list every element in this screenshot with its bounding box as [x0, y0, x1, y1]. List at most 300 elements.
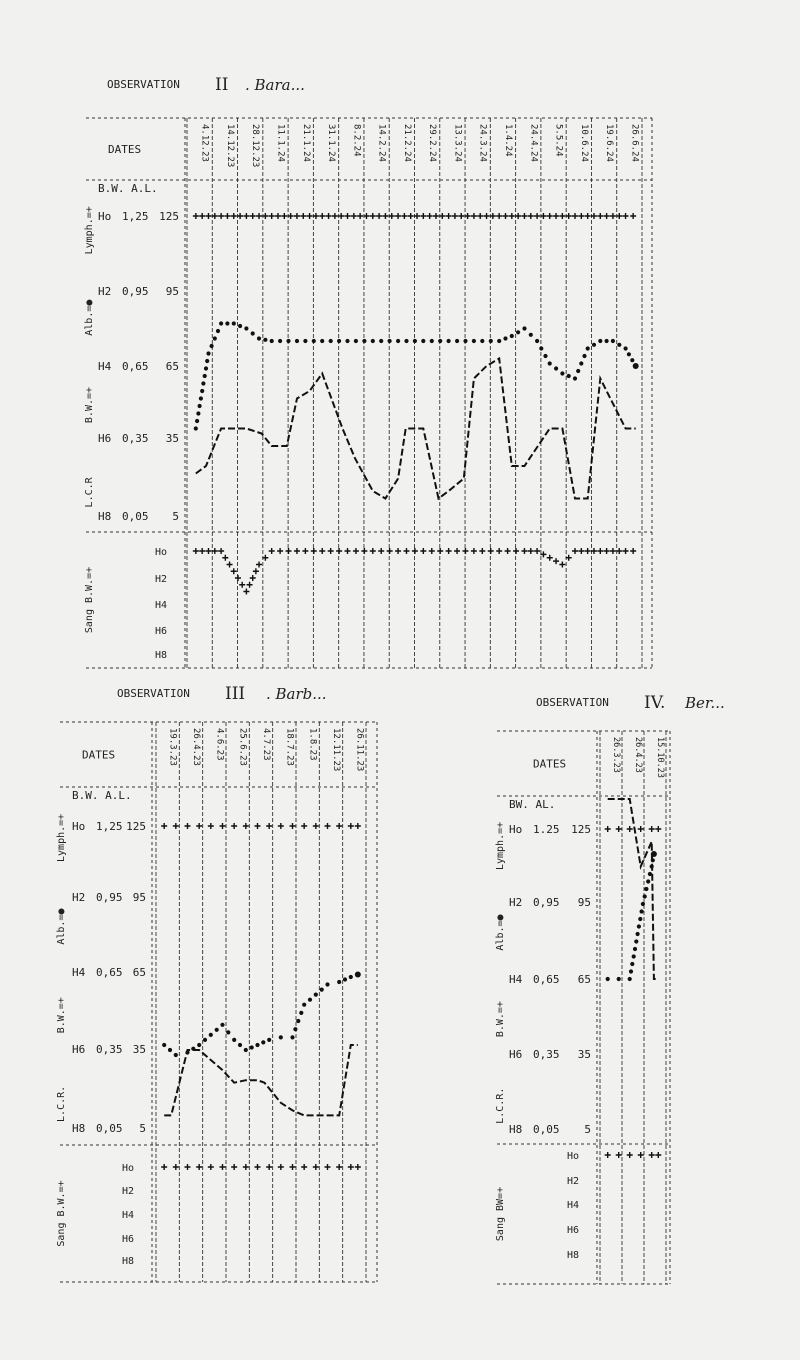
albumin-point — [543, 354, 547, 358]
albumin-point — [637, 924, 641, 928]
sang-cross-point — [311, 548, 317, 554]
lymph-cross-point — [465, 213, 471, 219]
lymph-cross-point — [496, 213, 502, 219]
row-al-value: 125 — [126, 820, 146, 833]
sang-cross-point — [208, 1164, 214, 1170]
albumin-point — [337, 980, 341, 984]
albumin-point — [598, 339, 602, 343]
lymph-cross-point — [528, 213, 534, 219]
lymph-cross-point — [208, 823, 214, 829]
albumin-point — [630, 962, 634, 966]
sang-cross-point — [231, 568, 237, 574]
albumin-point — [255, 1043, 259, 1047]
albumin-point — [238, 324, 242, 328]
albumin-point — [413, 339, 417, 343]
date-label: 31.1.24 — [326, 124, 337, 162]
sang-cross-point — [630, 548, 636, 554]
date-label: 1.8.23 — [307, 728, 318, 761]
albumin-point — [579, 361, 583, 365]
albumin-point — [560, 371, 564, 375]
date-label: 12.11.23 — [331, 728, 341, 772]
albumin-point — [203, 1038, 207, 1042]
albumin-point — [349, 975, 353, 979]
row-bw-value: 0,35 — [122, 432, 149, 445]
albumin-point — [638, 917, 642, 921]
albumin-point — [162, 1043, 166, 1047]
sang-cross-point — [196, 1164, 202, 1170]
lymph-cross-point — [503, 213, 509, 219]
row-al-value: 35 — [577, 1048, 591, 1061]
series-b-w — [164, 1045, 358, 1115]
sang-cross-point — [387, 548, 393, 554]
albumin-point — [329, 339, 333, 343]
date-label: 26.3.23 — [611, 737, 621, 773]
albumin-point — [522, 326, 526, 330]
albumin-point — [388, 339, 392, 343]
lymph-cross-point — [224, 213, 230, 219]
sang-row-label: H6 — [122, 1234, 135, 1245]
albumin-point — [201, 381, 205, 385]
albumin-point — [362, 339, 366, 343]
albumin-point — [168, 1048, 172, 1052]
row-level-label: Ho — [98, 210, 112, 223]
sang-row-label: Ho — [567, 1151, 580, 1162]
sang-cross-point — [336, 548, 342, 554]
albumin-point — [174, 1053, 178, 1057]
sang-cross-point — [655, 1152, 661, 1158]
row-level-label: H6 — [98, 432, 112, 445]
series-alb — [606, 851, 657, 981]
albumin-point — [267, 1038, 271, 1042]
date-label: 26.6.24 — [629, 124, 640, 162]
row-bw-value: 0,95 — [122, 285, 149, 298]
series-lymph — [605, 826, 662, 832]
lymph-cross-point — [610, 213, 616, 219]
lymph-cross-point — [243, 213, 249, 219]
lymph-cross-point — [605, 826, 611, 832]
lymph-cross-point — [490, 213, 496, 219]
albumin-point — [238, 1043, 242, 1047]
side-label: Lymph.=+ — [56, 813, 67, 863]
sang-side-label: Sang B.W.=+ — [56, 1180, 67, 1247]
albumin-point — [279, 1035, 283, 1039]
row-al-value: 95 — [165, 285, 179, 298]
row-level-label: H4 — [98, 360, 112, 373]
side-label: B.W.=+ — [84, 386, 95, 424]
albumin-point — [548, 361, 552, 365]
albumin-point — [633, 947, 637, 951]
row-bw-value: 0,05 — [122, 510, 149, 523]
sang-cross-point — [173, 1164, 179, 1170]
series-sang-b-w — [161, 1164, 361, 1170]
sang-row-label: H6 — [567, 1225, 580, 1236]
albumin-point — [554, 366, 558, 370]
sang-cross-point — [649, 1152, 655, 1158]
lymph-cross-point — [319, 213, 325, 219]
sang-cross-point — [412, 548, 418, 554]
lymph-cross-point — [237, 213, 243, 219]
lymph-cross-point — [357, 213, 363, 219]
lymph-cross-point — [161, 823, 167, 829]
row-level-label: H6 — [509, 1048, 523, 1061]
lymph-cross-point — [547, 213, 553, 219]
chart-title-prefix: OBSERVATION — [107, 78, 180, 91]
lymph-cross-point — [540, 213, 546, 219]
lymph-cross-point — [266, 823, 272, 829]
row-level-label: H6 — [72, 1043, 86, 1056]
albumin-point — [205, 359, 209, 363]
row-bw-value: 0,65 — [96, 966, 123, 979]
side-label: Alb.=● — [56, 908, 67, 945]
albumin-point — [308, 998, 312, 1002]
dates-heading: DATES — [82, 748, 116, 762]
sang-cross-point — [253, 568, 259, 574]
sang-cross-point — [597, 548, 603, 554]
lymph-cross-point — [275, 213, 281, 219]
sang-cross-point — [528, 548, 534, 554]
albumin-point — [586, 346, 590, 350]
date-label: 13.3.24 — [452, 124, 463, 162]
albumin-point — [605, 339, 609, 343]
series-lymph — [193, 213, 636, 219]
sang-cross-point — [239, 582, 245, 588]
sang-cross-point — [378, 548, 384, 554]
albumin-point — [567, 374, 571, 378]
column-header: BW. AL. — [509, 798, 556, 811]
lymph-cross-point — [332, 213, 338, 219]
date-label: 21.1.24 — [300, 124, 311, 162]
lymph-cross-point — [288, 213, 294, 219]
sang-cross-point — [313, 1164, 319, 1170]
lymph-cross-point — [559, 213, 565, 219]
lymph-cross-point — [534, 213, 540, 219]
albumin-point — [325, 982, 329, 986]
series-sang-b-w — [605, 1152, 662, 1158]
albumin-point — [220, 1023, 224, 1027]
albumin-point — [303, 339, 307, 343]
lymph-cross-point — [300, 213, 306, 219]
lymph-cross-point — [604, 213, 610, 219]
sang-row-label: H2 — [155, 574, 168, 585]
chart-title-number: III — [225, 684, 246, 704]
sang-row-label: H8 — [155, 650, 168, 661]
albumin-point — [320, 988, 324, 992]
albumin-point — [379, 339, 383, 343]
row-bw-value: 1,25 — [122, 210, 149, 223]
albumin-point — [529, 333, 533, 337]
albumin-point — [447, 339, 451, 343]
side-label: Alb.=● — [495, 914, 506, 951]
lymph-cross-point — [395, 213, 401, 219]
sang-side-label: Sang B.W.=+ — [84, 566, 95, 634]
sang-cross-point — [496, 548, 502, 554]
lymph-cross-point — [262, 213, 268, 219]
sang-cross-point — [277, 548, 283, 554]
lymph-cross-point — [231, 213, 237, 219]
row-al-value: 65 — [165, 360, 179, 373]
albumin-point — [232, 321, 236, 325]
lymph-cross-point — [212, 213, 218, 219]
albumin-point — [582, 354, 586, 358]
albumin-point — [627, 352, 631, 356]
lymph-cross-point — [509, 213, 515, 219]
albumin-point — [198, 404, 202, 408]
sang-cross-point — [547, 555, 553, 561]
lymph-cross-point — [655, 826, 661, 832]
lymph-cross-point — [301, 823, 307, 829]
row-level-label: H8 — [72, 1122, 86, 1135]
albumin-point — [396, 339, 400, 343]
lymph-cross-point — [243, 823, 249, 829]
sang-cross-point — [559, 562, 565, 568]
row-bw-value: 0,95 — [96, 891, 123, 904]
lymph-cross-point — [578, 213, 584, 219]
row-level-label: Ho — [72, 820, 86, 833]
side-label: Alb.=● — [84, 299, 95, 336]
row-al-value: 5 — [139, 1122, 146, 1135]
date-label: 1.4.24 — [502, 124, 513, 157]
sang-cross-point — [348, 1164, 354, 1170]
lymph-cross-point — [597, 213, 603, 219]
row-al-value: 125 — [159, 210, 179, 223]
sang-cross-point — [446, 548, 452, 554]
lymph-cross-point — [630, 213, 636, 219]
observation-chart-3 — [56, 684, 377, 1282]
albumin-point — [472, 339, 476, 343]
sang-cross-point — [505, 548, 511, 554]
sang-cross-point — [479, 548, 485, 554]
lymph-cross-point — [433, 213, 439, 219]
sang-cross-point — [266, 1164, 272, 1170]
sang-cross-point — [218, 548, 224, 554]
row-level-label: H8 — [509, 1123, 523, 1136]
albumin-point — [438, 339, 442, 343]
sang-cross-point — [227, 562, 233, 568]
sang-cross-point — [278, 1164, 284, 1170]
bw-line — [196, 359, 636, 499]
sang-cross-point — [328, 548, 334, 554]
lymph-cross-point — [278, 823, 284, 829]
lymph-cross-point — [616, 826, 622, 832]
albumin-point — [606, 977, 610, 981]
albumin-point — [611, 339, 615, 343]
sang-cross-point — [553, 558, 559, 564]
lymph-cross-point — [313, 823, 319, 829]
date-label: 28.12.23 — [250, 124, 261, 168]
lymph-cross-point — [348, 823, 354, 829]
albumin-point — [244, 326, 248, 330]
albumin-point — [539, 346, 543, 350]
lymph-cross-point — [326, 213, 332, 219]
sang-cross-point — [462, 548, 468, 554]
albumin-point — [263, 338, 267, 342]
lymph-cross-point — [585, 213, 591, 219]
sang-row-label: H8 — [567, 1250, 580, 1261]
albumin-point — [200, 389, 204, 393]
sang-cross-point — [231, 1164, 237, 1170]
side-label: Lymph.=+ — [495, 821, 506, 871]
albumin-point — [209, 1033, 213, 1037]
albumin-point — [225, 321, 229, 325]
row-bw-value: 0,65 — [122, 360, 149, 373]
sang-row-label: H6 — [155, 626, 168, 637]
sang-cross-point — [534, 548, 540, 554]
dates-heading: DATES — [533, 757, 567, 771]
sang-row-label: Ho — [122, 1163, 135, 1174]
sang-cross-point — [585, 548, 591, 554]
lymph-cross-point — [281, 213, 287, 219]
sang-row-label: H2 — [122, 1186, 135, 1197]
albumin-point — [299, 1011, 303, 1015]
date-label: 14.12.23 — [224, 124, 235, 168]
albumin-point — [204, 366, 208, 370]
sang-cross-point — [395, 548, 401, 554]
date-label: 26.4.23 — [191, 728, 201, 766]
albumin-point — [270, 339, 274, 343]
side-label: L.C.R — [84, 477, 95, 508]
sang-cross-point — [185, 1164, 191, 1170]
lymph-cross-point — [649, 826, 655, 832]
sang-cross-point — [420, 548, 426, 554]
lymph-cross-point — [290, 823, 296, 829]
sang-cross-point — [301, 1164, 307, 1170]
albumin-point — [250, 1045, 254, 1049]
sang-row-label: H4 — [155, 600, 168, 611]
date-label: 26.11.23 — [354, 728, 365, 772]
sang-row-label: H2 — [567, 1176, 580, 1187]
albumin-point — [633, 363, 639, 369]
lymph-cross-point — [325, 823, 331, 829]
date-label: 19.6.24 — [604, 124, 615, 162]
lymph-cross-point — [521, 213, 527, 219]
sang-cross-point — [325, 1164, 331, 1170]
sang-cross-point — [250, 575, 256, 581]
lymph-cross-point — [420, 213, 426, 219]
row-al-value: 65 — [132, 966, 146, 979]
lymph-cross-point — [196, 823, 202, 829]
albumin-point — [576, 369, 580, 373]
date-label: 14.2.24 — [376, 124, 387, 162]
albumin-point — [617, 977, 621, 981]
albumin-point — [463, 339, 467, 343]
albumin-point — [337, 339, 341, 343]
albumin-point — [194, 426, 198, 430]
sang-cross-point — [235, 575, 241, 581]
series-b-w — [196, 359, 636, 499]
lymph-cross-point — [220, 823, 226, 829]
lymph-cross-point — [199, 213, 205, 219]
lymph-cross-point — [336, 823, 342, 829]
row-bw-value: 0,95 — [533, 896, 560, 909]
sang-cross-point — [302, 548, 308, 554]
sang-side-label: Sang BW=+ — [495, 1186, 506, 1242]
lymph-cross-point — [370, 213, 376, 219]
sang-cross-point — [616, 1152, 622, 1158]
date-label: 8.2.24 — [351, 124, 362, 157]
lymph-cross-point — [401, 213, 407, 219]
lymph-cross-point — [376, 213, 382, 219]
sang-cross-point — [345, 548, 351, 554]
sang-row-label: H4 — [567, 1200, 580, 1211]
albumin-point — [628, 977, 632, 981]
sang-cross-point — [355, 1164, 361, 1170]
albumin-point — [293, 1027, 297, 1031]
row-level-label: H2 — [509, 896, 523, 909]
date-label: 25.6.23 — [237, 728, 248, 766]
lymph-cross-point — [566, 213, 572, 219]
albumin-point — [203, 374, 207, 378]
albumin-point — [219, 321, 223, 325]
lymph-cross-point — [193, 213, 199, 219]
lymph-cross-point — [471, 213, 477, 219]
sang-cross-point — [256, 562, 262, 568]
lymph-cross-point — [408, 213, 414, 219]
sang-row-label: H8 — [122, 1256, 135, 1267]
lymph-cross-point — [382, 213, 388, 219]
lymph-cross-point — [553, 213, 559, 219]
chart-title-number: IV. — [644, 693, 666, 713]
row-al-value: 95 — [132, 891, 146, 904]
date-label: 29.2.24 — [427, 124, 438, 162]
sang-cross-point — [290, 1164, 296, 1170]
albumin-point — [641, 902, 645, 906]
side-label: L.C.R. — [56, 1085, 67, 1122]
date-label: 24.4.24 — [528, 124, 539, 162]
sang-cross-point — [336, 1164, 342, 1170]
side-label: B.W.=+ — [495, 1001, 506, 1038]
albumin-point — [215, 1028, 219, 1032]
date-label: 21.2.24 — [401, 124, 412, 162]
date-label: 4.6.23 — [214, 728, 225, 761]
series-b-w — [608, 799, 659, 979]
albumin-point — [503, 336, 507, 340]
albumin-point — [295, 339, 299, 343]
sang-cross-point — [286, 548, 292, 554]
albumin-point — [497, 339, 501, 343]
lymph-cross-point — [627, 826, 633, 832]
date-label: 24.3.24 — [477, 124, 488, 162]
date-label: 18.7.23 — [284, 728, 295, 766]
albumin-point — [510, 334, 514, 338]
albumin-point — [624, 346, 628, 350]
albumin-point — [632, 954, 636, 958]
chart-title-prefix: OBSERVATION — [536, 696, 609, 709]
albumin-point — [421, 339, 425, 343]
sang-cross-point — [605, 1152, 611, 1158]
sang-row-label: Ho — [155, 547, 168, 558]
lymph-cross-point — [616, 213, 622, 219]
lymph-cross-point — [345, 213, 351, 219]
sang-cross-point — [623, 548, 629, 554]
side-label: Lymph.=+ — [84, 206, 95, 255]
albumin-point — [644, 887, 648, 891]
date-label: 4.12.23 — [199, 124, 210, 162]
side-label: L.C.R. — [495, 1087, 506, 1124]
sang-cross-point — [199, 548, 205, 554]
albumin-point — [232, 1038, 236, 1042]
lymph-cross-point — [623, 213, 629, 219]
albumin-point — [197, 1043, 201, 1047]
sang-cross-point — [319, 548, 325, 554]
albumin-point — [196, 411, 200, 415]
row-bw-value: 0,05 — [96, 1122, 123, 1135]
row-level-label: H4 — [72, 966, 86, 979]
row-al-value: 5 — [584, 1123, 591, 1136]
lymph-cross-point — [477, 213, 483, 219]
date-label: 15.10.23 — [655, 737, 665, 778]
albumin-point — [355, 971, 361, 977]
row-bw-value: 0,35 — [96, 1043, 123, 1056]
